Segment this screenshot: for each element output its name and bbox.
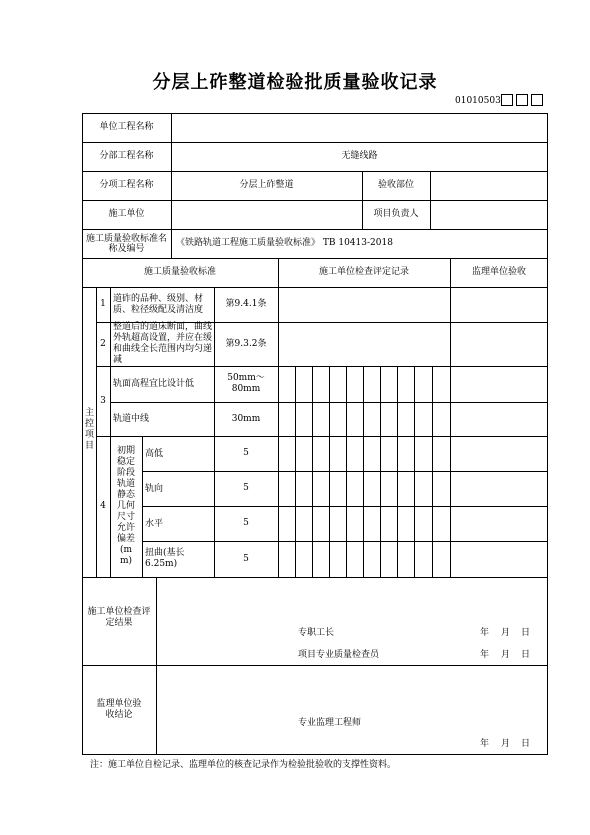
sub-item-value: 5 — [243, 518, 249, 528]
form-code: 01010503 — [455, 96, 501, 106]
footnote: 注：施工单位自检记录、监理单位的核查记录作为检验批验收的支撑性资料。 — [90, 760, 397, 770]
construction-result-label: 施工单位检查评定结果 — [87, 607, 151, 628]
value-standard: 《铁路轨道工程施工质量验收标准》 TB 10413-2018 — [176, 238, 393, 248]
inspector-label: 项目专业质量检查员 — [298, 650, 380, 660]
code-box — [531, 94, 543, 106]
year-label: 年 — [480, 650, 490, 660]
grid-line — [414, 366, 415, 577]
row-divider — [96, 366, 548, 367]
row-divider — [82, 665, 548, 666]
label-construction-unit: 施工单位 — [108, 209, 145, 219]
col-divider — [430, 171, 431, 229]
year-label: 年 — [480, 739, 490, 749]
month-label: 月 — [501, 628, 511, 638]
month-label: 月 — [501, 650, 511, 660]
main-control-label: 主控项目 — [84, 408, 94, 451]
item-number: 4 — [100, 501, 106, 511]
sub-item-value: 5 — [243, 483, 249, 493]
foreman-label: 专职工长 — [298, 628, 335, 638]
grid-line — [397, 366, 398, 577]
item-standard: 50mm～80mm — [227, 373, 265, 394]
item-description: 整道后的道床断面，曲线外轨超高设置，并应在缓和曲线全长范围内均匀递减 — [113, 322, 213, 365]
day-label: 日 — [521, 628, 531, 638]
value-sub-project: 无缝线路 — [341, 151, 378, 161]
col-divider — [156, 665, 157, 755]
row-divider — [142, 506, 548, 507]
header-standard: 施工质量验收标准 — [143, 267, 216, 277]
day-label: 日 — [521, 650, 531, 660]
sub-item-name: 扭曲(基长6.25m) — [145, 548, 185, 569]
header-record: 施工单位检查评定记录 — [318, 267, 409, 277]
sub-item-name: 水平 — [145, 519, 164, 529]
code-box — [516, 94, 528, 106]
grid-line — [329, 366, 330, 577]
value-item-project: 分层上砟整道 — [239, 180, 294, 190]
col-divider — [450, 258, 451, 577]
grid-line — [346, 366, 347, 577]
item-description: 轨面高程宜比设计低 — [113, 379, 195, 389]
row-divider — [142, 471, 548, 472]
engineer-label: 专业监理工程师 — [298, 718, 362, 728]
item-number: 1 — [100, 299, 106, 309]
sub-item-value: 5 — [243, 448, 249, 458]
grid-line — [380, 366, 381, 577]
grid-line — [363, 366, 364, 577]
item-standard: 30mm — [231, 413, 261, 424]
label-sub-project: 分部工程名称 — [99, 151, 154, 161]
header-supervisor: 监理单位验收 — [471, 267, 526, 277]
supervision-result-label: 监理单位验收结论 — [96, 699, 142, 720]
year-label: 年 — [480, 628, 490, 638]
col-divider — [156, 577, 157, 665]
item-number: 3 — [100, 395, 106, 406]
grid-line — [312, 366, 313, 577]
col-divider — [110, 287, 111, 577]
row-divider — [82, 577, 548, 578]
col-divider — [278, 258, 279, 577]
label-item-project: 分项工程名称 — [99, 180, 154, 190]
grid-line — [432, 366, 433, 577]
label-project-leader: 项目负责人 — [373, 209, 419, 219]
item-number: 2 — [100, 338, 106, 349]
item-group-label: 初期稳定阶段轨道静态几何尺寸允许偏差(mm) — [116, 445, 135, 566]
sub-item-name: 轨向 — [145, 484, 164, 494]
sub-item-value: 5 — [243, 553, 249, 564]
label-standard-name: 施工质量验收标准名称及编号 — [85, 233, 167, 254]
code-box — [501, 94, 513, 106]
grid-line — [295, 366, 296, 577]
page-title: 分层上砟整道检验批质量验收记录 — [152, 72, 438, 93]
col-divider — [142, 436, 143, 577]
month-label: 月 — [501, 739, 511, 749]
label-acceptance-part: 验收部位 — [377, 180, 414, 190]
item-description: 轨道中线 — [113, 414, 150, 424]
item-standard: 第9.3.2条 — [225, 338, 267, 349]
sub-item-name: 高低 — [145, 449, 164, 459]
row-divider — [82, 287, 548, 288]
day-label: 日 — [521, 739, 531, 749]
item-standard: 第9.4.1条 — [225, 299, 267, 309]
row-divider — [96, 436, 548, 437]
label-unit-project: 单位工程名称 — [99, 122, 154, 132]
item-description: 道砟的品种、级别、材质、粒径级配及清洁度 — [113, 294, 204, 315]
row-divider — [142, 541, 548, 542]
